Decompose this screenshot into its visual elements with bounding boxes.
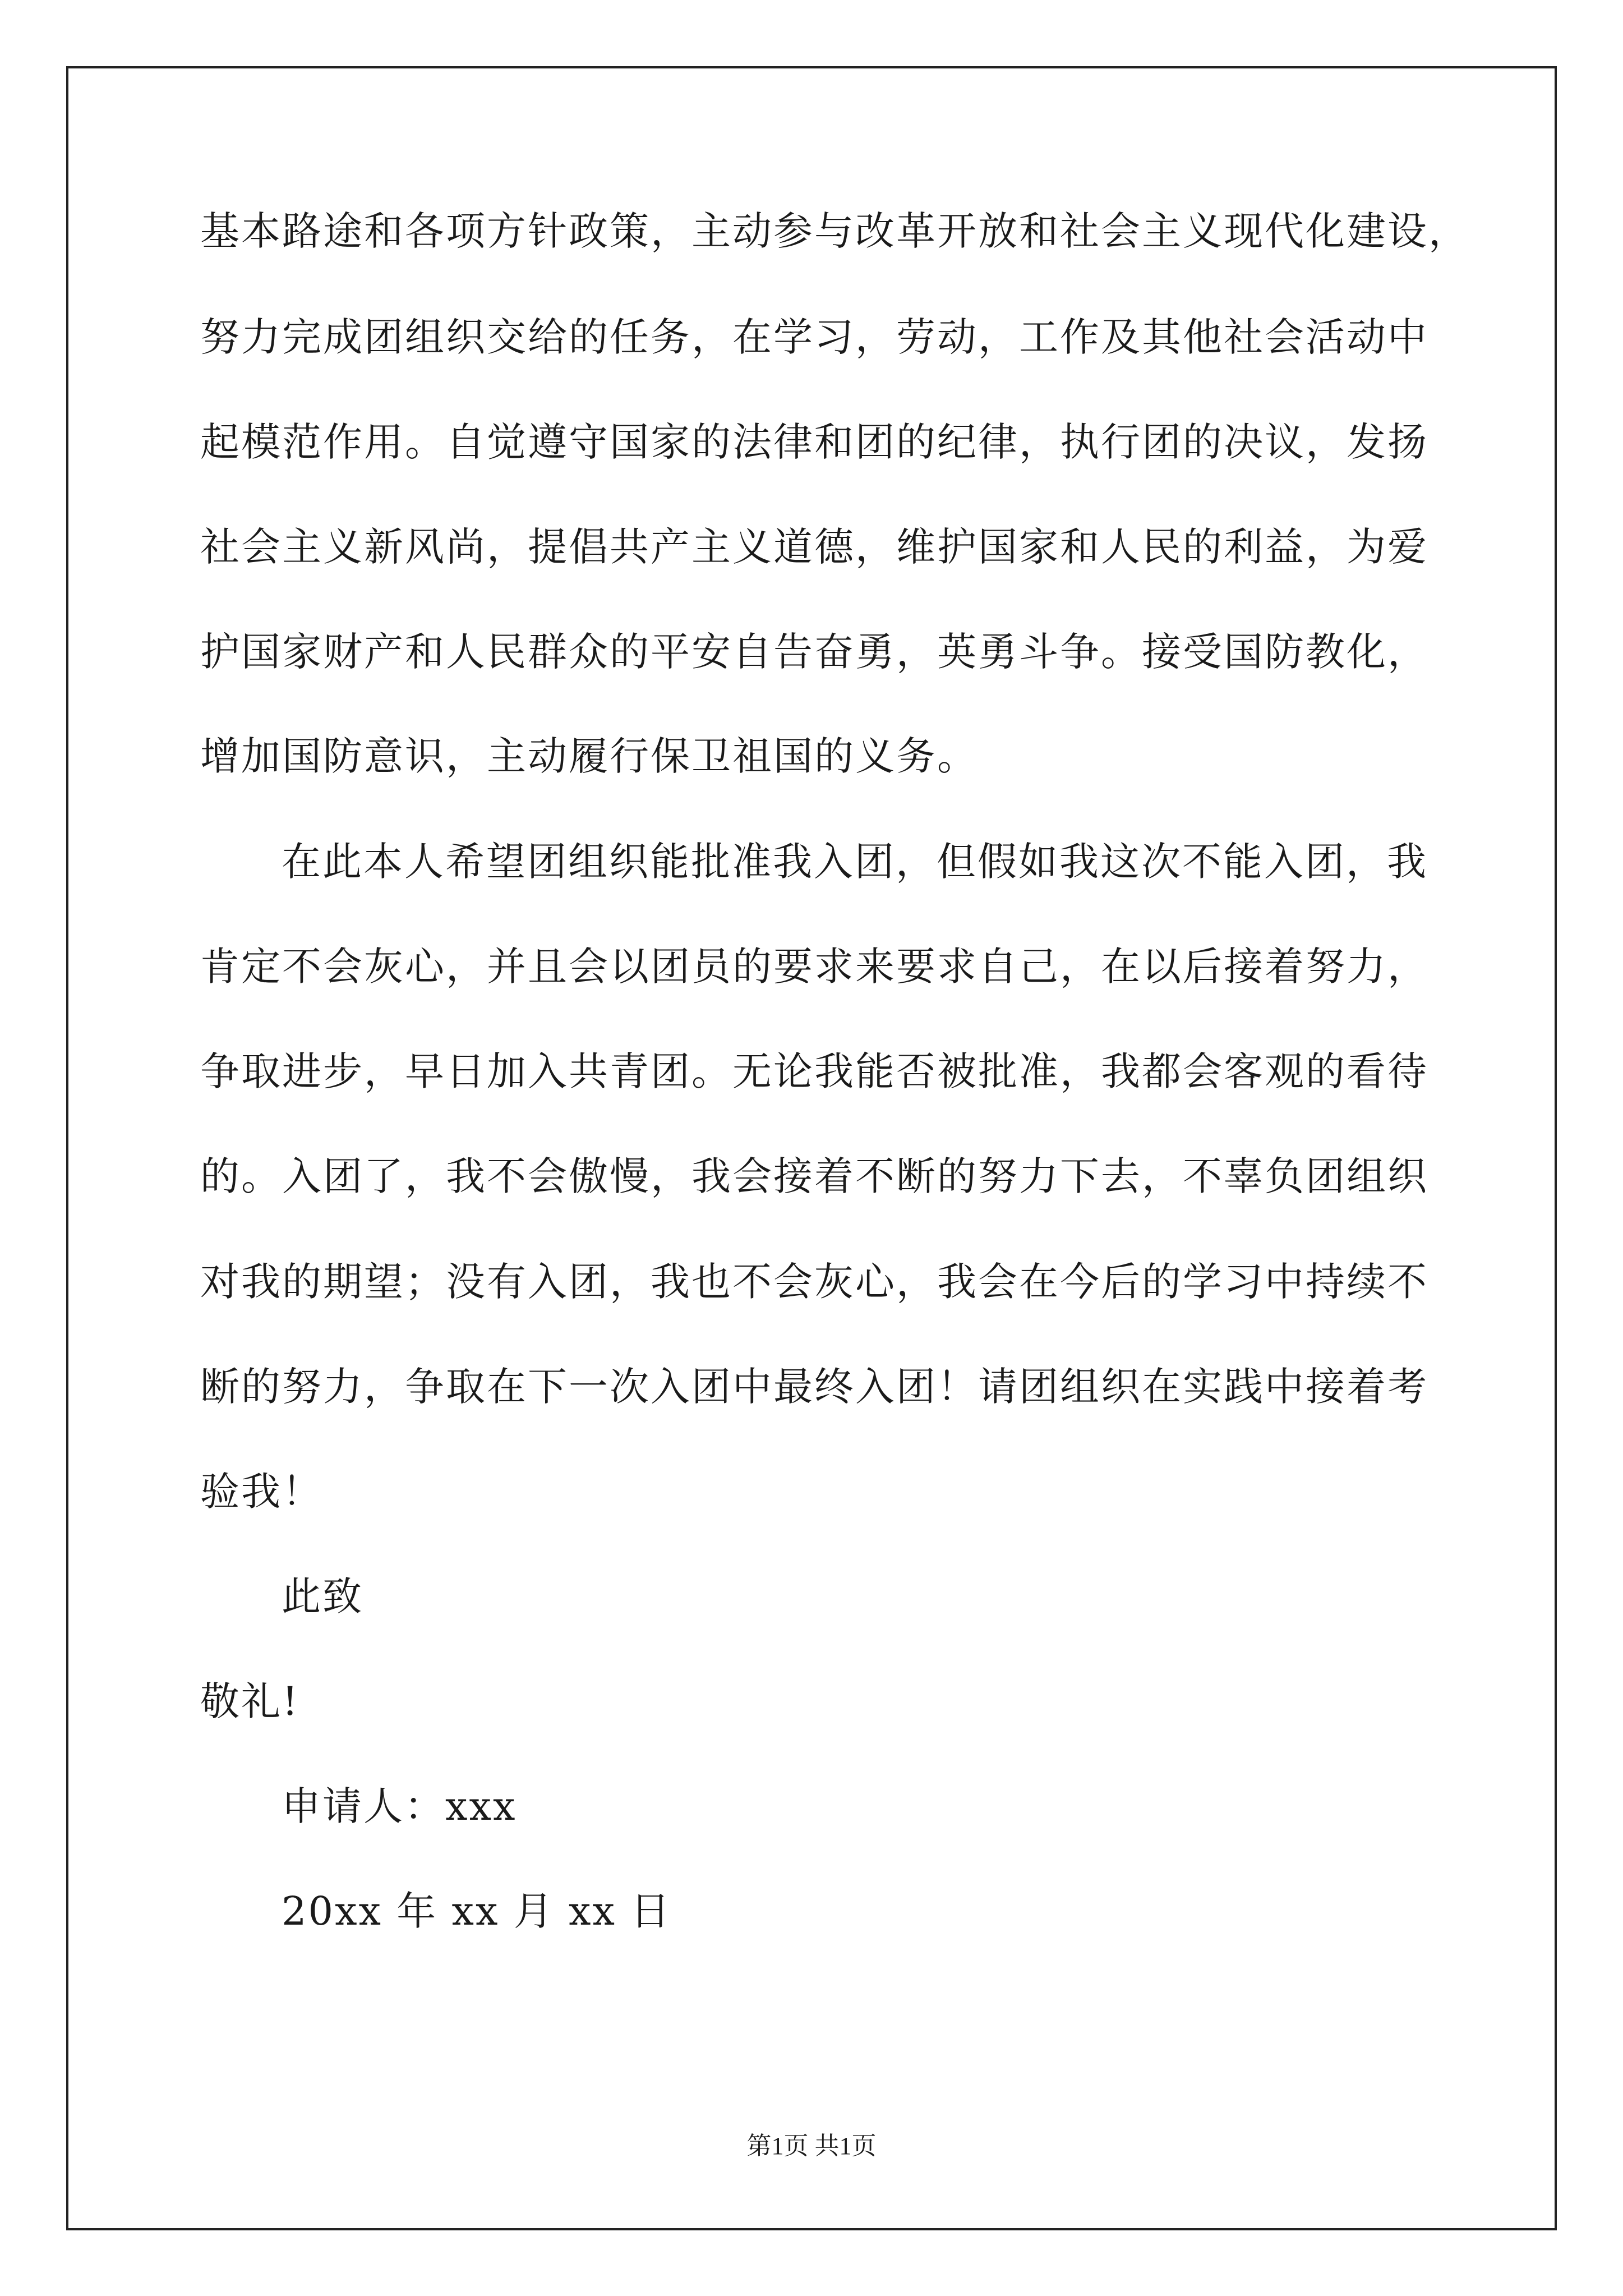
body-line: 社会主义新风尚，提倡共产主义道德，维护国家和人民的利益，为爱 bbox=[200, 524, 1428, 570]
body-line: 肯定不会灰心，并且会以团员的要求来要求自己，在以后接着努力， bbox=[200, 944, 1428, 990]
body-line: 增加国防意识，主动履行保卫祖国的义务。 bbox=[200, 733, 978, 779]
body-line: 努力完成团组织交给的任务，在学习，劳动，工作及其他社会活动中 bbox=[200, 314, 1428, 360]
body-line: 的。入团了，我不会傲慢，我会接着不断的努力下去，不辜负团组织 bbox=[200, 1153, 1428, 1199]
applicant-line: 申请人：xxx bbox=[282, 1783, 517, 1829]
closing-greeting: 此致 bbox=[282, 1573, 363, 1619]
closing-salute: 敬礼! bbox=[200, 1678, 300, 1724]
body-line: 基本路途和各项方针政策，主动参与改革开放和社会主义现代化建设， bbox=[200, 208, 1469, 254]
body-line: 护国家财产和人民群众的平安自告奋勇，英勇斗争。接受国防教化， bbox=[200, 629, 1428, 675]
page-number: 第1页 共1页 bbox=[746, 2132, 877, 2160]
body-line: 起模范作用。自觉遵守国家的法律和团的纪律，执行团的决议，发扬 bbox=[200, 419, 1428, 465]
body-line: 在此本人希望团组织能批准我入团，但假如我这次不能入团，我 bbox=[282, 839, 1428, 885]
body-line: 争取进步，早日加入共青团。无论我能否被批准，我都会客观的看待 bbox=[200, 1048, 1428, 1094]
body-line: 断的努力，争取在下一次入团中最终入团！请团组织在实践中接着考 bbox=[200, 1364, 1428, 1410]
body-line: 验我！ bbox=[200, 1469, 323, 1515]
body-line: 对我的期望；没有入团，我也不会灰心，我会在今后的学习中持续不 bbox=[200, 1259, 1428, 1305]
date-line: 20xx 年 xx 月 xx 日 bbox=[282, 1888, 672, 1934]
